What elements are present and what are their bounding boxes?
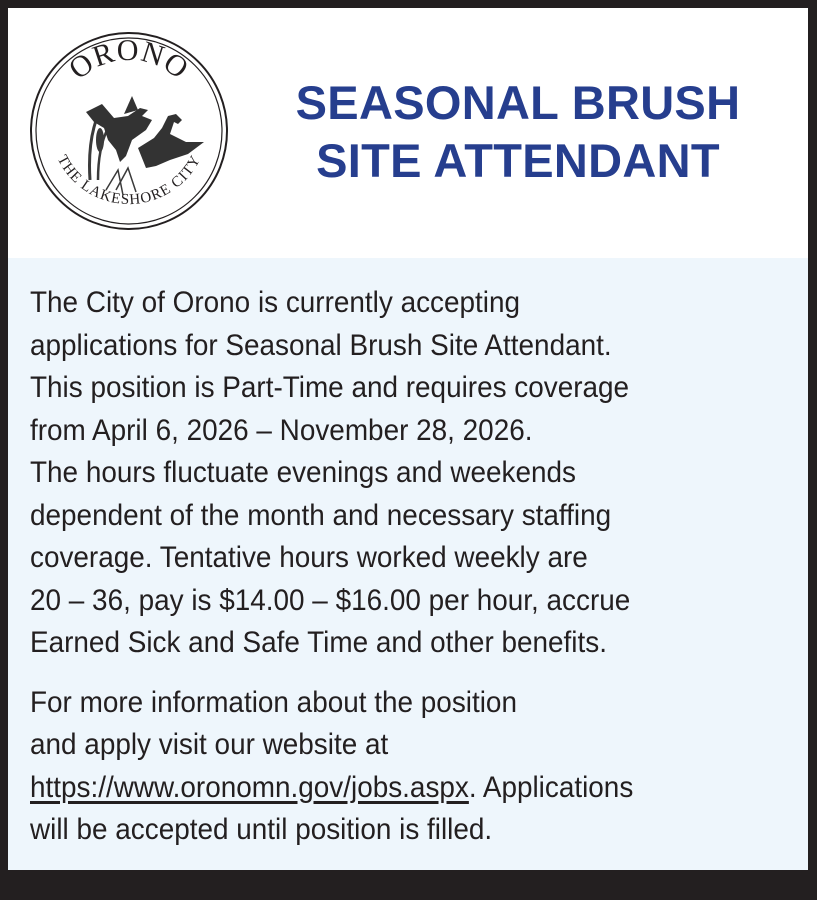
text-line: This position is Part-Time and requires coverage xyxy=(30,371,630,404)
jobs-website-link[interactable]: https://www.oronomn.gov/jobs.aspx xyxy=(30,770,469,804)
text-line: The City of Orono is currently accepting xyxy=(30,286,521,319)
description-paragraph xyxy=(30,282,817,665)
title-line-1: SEASONAL BRUSH xyxy=(295,76,741,129)
text-line: and apply visit our website at xyxy=(30,728,389,761)
apply-paragraph xyxy=(30,682,817,852)
posting-text xyxy=(30,282,817,852)
text-line: 20 – 36, pay is $14.00 – $16.00 per hour, accrue xyxy=(30,583,631,617)
text-line: dependent of the month and necessary staffing xyxy=(30,498,612,532)
text-line: applications for Seasonal Brush Site Attendant. xyxy=(30,328,612,362)
text-line: For more information about the position xyxy=(30,685,517,719)
posting-header xyxy=(8,8,808,258)
text-line: coverage. Tentative hours worked weekly are xyxy=(30,541,588,574)
job-posting-card xyxy=(8,8,808,870)
text-fragment: . Applications xyxy=(468,770,634,804)
text-line: Earned Sick and Safe Time and other benefits. xyxy=(30,626,607,659)
posting-body xyxy=(8,258,808,870)
svg-text:THE LAKESHORE CITY: THE LAKESHORE CITY xyxy=(53,152,205,209)
page-title xyxy=(248,74,788,190)
text-line: will be accepted until position is filled. xyxy=(30,813,493,846)
text-line: from April 6, 2026 – November 28, 2026. xyxy=(30,413,533,447)
flying-ducks-icon xyxy=(28,30,230,232)
link-line xyxy=(30,767,817,810)
city-seal-logo xyxy=(28,30,230,232)
svg-text:ORONO: ORONO xyxy=(62,33,196,86)
title-line-2: SITE ATTENDANT xyxy=(316,134,720,187)
text-line: The hours fluctuate evenings and weekends xyxy=(30,456,576,489)
